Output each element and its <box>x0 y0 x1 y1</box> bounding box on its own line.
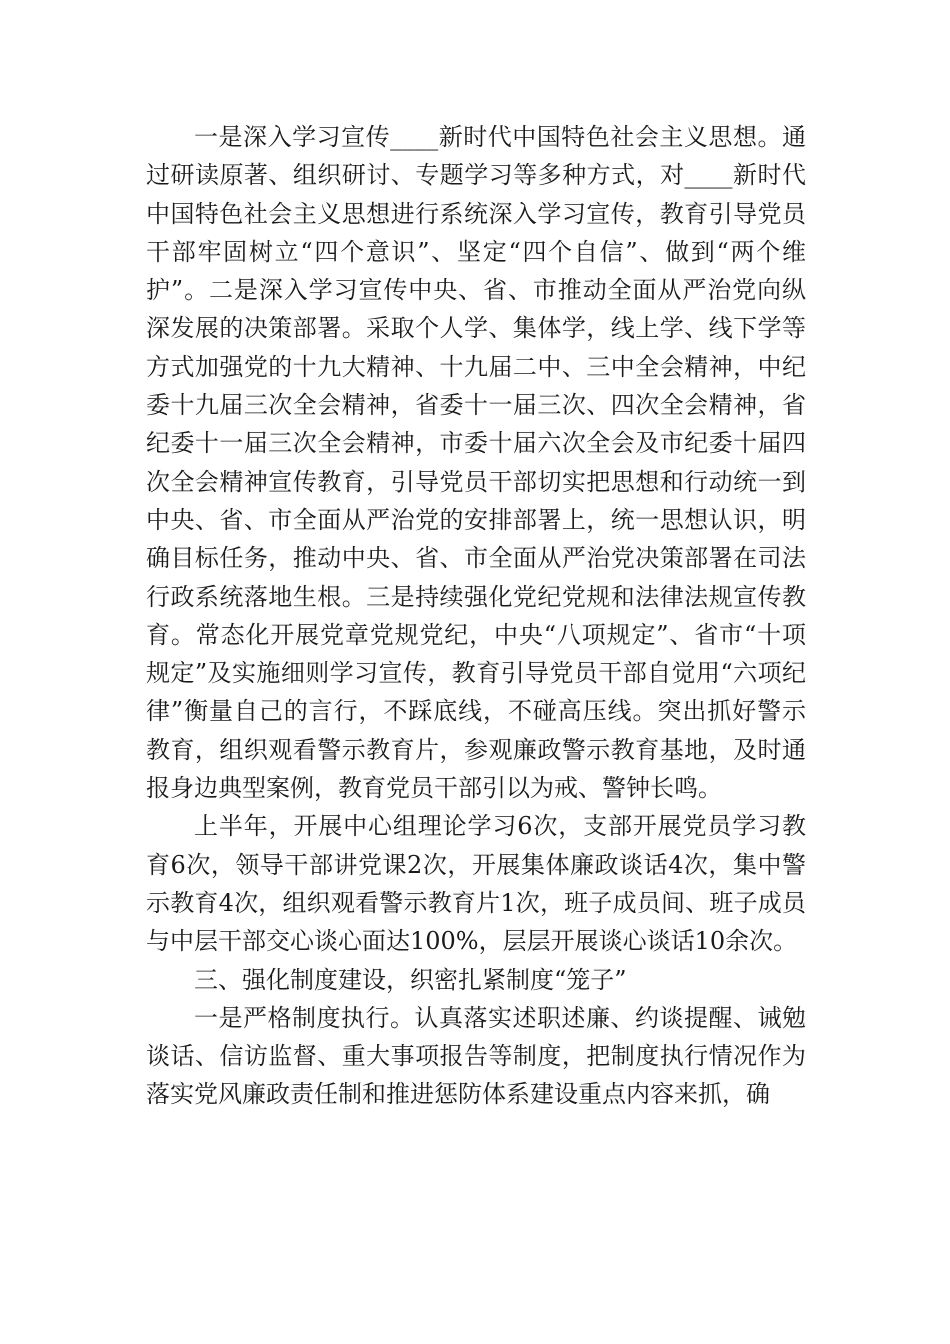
paragraph-first-half-stats: 上半年，开展中心组理论学习6次，支部开展党员学习教育6次，领导干部讲党课2次，开展集体廉政谈话4次，集中警示教育4次，组织观看警示教育片1次，班子成员间、班子成员与中层干部交心谈心面达100%，层层开展谈心谈话10余次。 <box>146 812 806 956</box>
paragraph-study-publicity: 一是深入学习宣传____新时代中国特色社会主义思想。通过研读原著、组织研讨、专题学习等多种方式，对____新时代中国特色社会主义思想进行系统深入学习宣传，教育引导党员干部牢固树立“四个意识”、坚定“四个自信”、做到“两个维护”。二是深入学习宣传中央、省、市推动全面从严治党向纵深发展的决策部署。采取个人学、集体学，线上学、线下学等方式加强党的十九大精神、十九届二中、三中全会精神，中纪委十九届三次全会精神，省委十一届三次、四次全会精神，省纪委十一届三次全会精神，市委十届六次全会及市纪委十届四次全会精神宣传教育，引导党员干部切实把思想和行动统一到中央、省、市全面从严治党的安排部署上，统一思想认识，明确目标任务，推动中央、省、市全面从严治党决策部署在司法行政系统落地生根。三是持续强化党纪党规和法律法规宣传教育。常态化开展党章党规党纪，中央“八项规定”、省市“十项规定”及实施细则学习宣传，教育引导党员干部自觉用“六项纪律”衡量自己的言行，不踩底线，不碰高压线。突出抓好警示教育，组织观看警示教育片，参观廉政警示教育基地，及时通报身边典型案例，教育党员干部引以为戒、警钟长鸣。 <box>146 123 806 803</box>
document-page <box>146 118 806 1114</box>
section-heading-system-building: 三、强化制度建设，织密扎紧制度“笼子” <box>194 965 627 994</box>
paragraph-system-execution: 一是严格制度执行。认真落实述职述廉、约谈提醒、诫勉谈话、信访监督、重大事项报告等制度，把制度执行情况作为落实党风廉政责任制和推进惩防体系建设重点内容来抓，确 <box>146 1003 806 1109</box>
